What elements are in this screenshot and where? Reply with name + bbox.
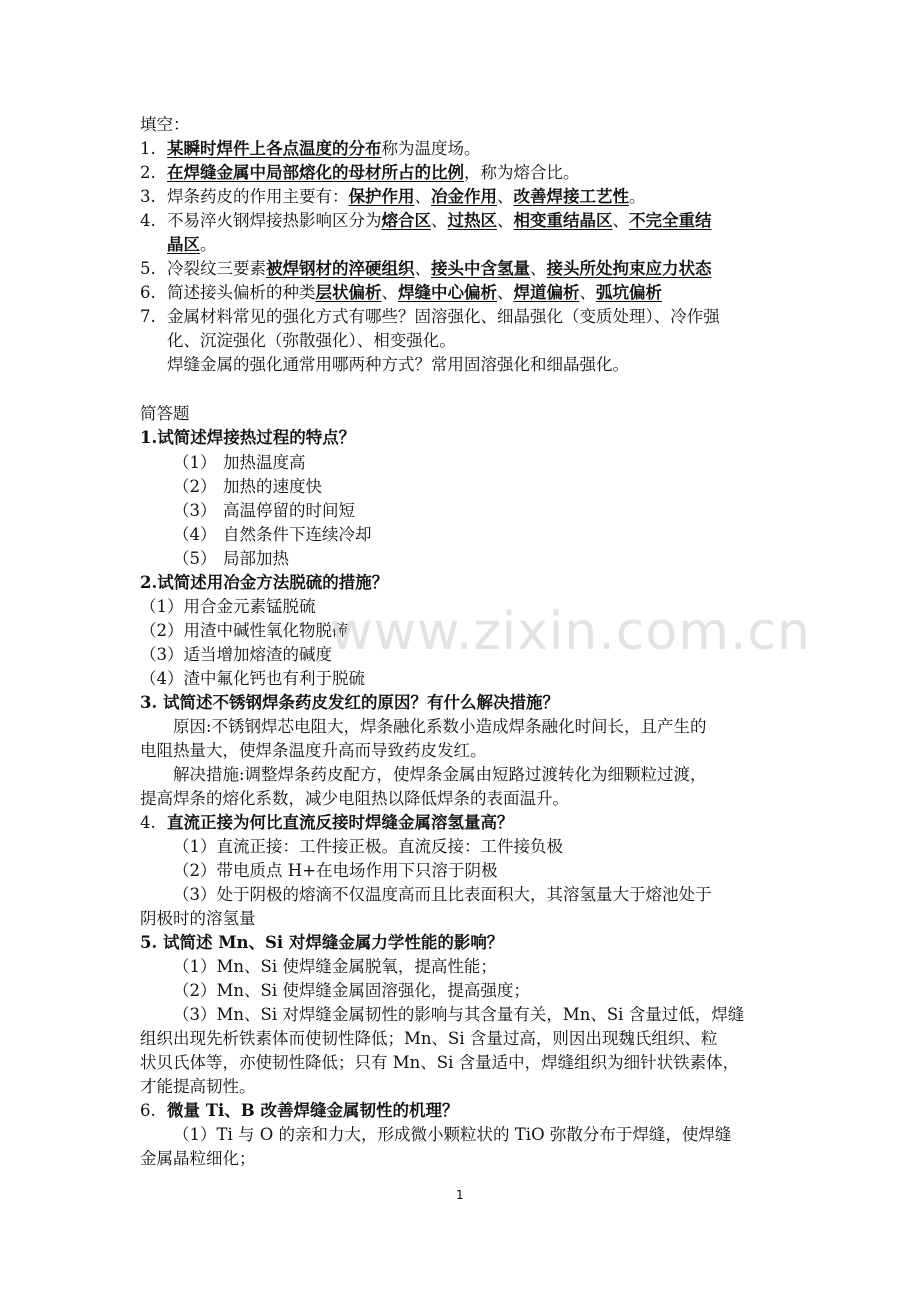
question-text: 、: [579, 283, 596, 302]
q6-line: （1）Ti 与 O 的亲和力大，形成微小颗粒状的 TiO 弥散分布于焊缝，使焊缝: [173, 1125, 732, 1144]
question-text: 、: [381, 283, 398, 302]
question-text: 简述接头偏析的种类: [167, 283, 316, 302]
answer-blank: 冶金作用: [431, 187, 497, 206]
fill-item-number: 6.: [140, 283, 156, 302]
q3-line: 电阻热量大，使焊条温度升高而导致药皮发红。: [140, 741, 487, 760]
fill-item-text: [167, 161, 580, 185]
question-text: 、: [414, 259, 431, 278]
fill-item-text: [167, 209, 712, 233]
answer-blank: 改善焊接工艺性: [513, 187, 629, 206]
q1-title: 1.试简述焊接热过程的特点？: [140, 428, 356, 447]
question-text: 冷裂纹三要素: [167, 259, 266, 278]
answer-blank: 焊道偏析: [513, 283, 580, 302]
fill-item-number: 7.: [140, 307, 156, 326]
answer-blank: 被焊钢材的淬硬组织: [266, 259, 415, 278]
q5-line: 组织出现先析铁素体而使韧性降低；Mn、Si 含量过高，则因出现魏氏组织、粒: [140, 1029, 718, 1048]
q3-line: 原因:不锈钢焊芯电阻大，焊条融化系数小造成焊条融化时间长，且产生的: [173, 717, 707, 736]
q2-title: 2.试简述用冶金方法脱硫的措施？: [140, 573, 389, 592]
question-text: 。: [629, 187, 646, 206]
q5-line: （3）Mn、Si 对焊缝金属韧性的影响与其含量有关，Mn、Si 含量过低，焊缝: [173, 1005, 745, 1024]
question-text: 化、沉淀强化（弥散强化）、相变强化。: [167, 331, 456, 350]
q4-line: （2）带电质点 H+在电场作用下只溶于阴极: [173, 861, 498, 880]
fill-item-text: [167, 233, 217, 257]
question-text: 、: [497, 211, 514, 230]
q2-item: （3）适当增加熔渣的碱度: [140, 645, 332, 664]
question-text: 焊缝金属的强化通常用哪两种方式？常用固溶强化和细晶强化。: [167, 355, 629, 374]
question-text: 、: [431, 211, 448, 230]
fill-item-text: [167, 137, 481, 161]
q2-item: （4）渣中氟化钙也有利于脱硫: [140, 669, 365, 688]
fill-item-text: [167, 281, 662, 305]
q3-line: 提高焊条的熔化系数，减少电阻热以降低焊条的表面温升。: [140, 789, 569, 808]
answer-blank: 弧坑偏析: [596, 283, 662, 302]
q5-line: 状贝氏体等，亦使韧性降低；只有 Mn、Si 含量适中，焊缝组织为细针状铁素体，: [140, 1053, 740, 1072]
fill-item-text: [167, 185, 646, 209]
q4-line: （1）直流正接：工件接正极。直流反接：工件接负极: [173, 837, 563, 856]
fill-item-text: [167, 329, 456, 353]
q5-line: （1）Mn、Si 使焊缝金属脱氧，提高性能；: [173, 957, 497, 976]
q2-item: （2）用渣中碱性氧化物脱硫: [140, 621, 349, 640]
question-text: 不易淬火钢焊接热影响区分为: [167, 211, 382, 230]
question-text: 、: [612, 211, 629, 230]
fill-item-number: 2.: [140, 163, 156, 182]
answer-blank: 过热区: [447, 211, 497, 230]
answer-blank: 保护作用: [348, 187, 415, 206]
q5-title: 5. 试简述 Mn、Si 对焊缝金属力学性能的影响？: [140, 933, 504, 952]
q3-line: 解决措施:调整焊条药皮配方，使焊条金属由短路过渡转化为细颗粒过渡，: [173, 765, 707, 784]
fill-item-text: [167, 353, 629, 377]
question-text: 、: [530, 259, 547, 278]
answer-blank: 层状偏析: [315, 283, 382, 302]
question-text: 称为温度场。: [381, 139, 481, 158]
fill-item-number: 5.: [140, 259, 156, 278]
document-page: 填空： 1. 某瞬时焊件上各点温度的分布称为温度场。 2. 在焊缝金属中局部熔化的母材所占的比例，称为熔合比。 3. 焊条药皮的作用主要有：保护作用、冶金作用、改善焊接工艺性。 4. 不易淬火钢焊接热影响区分为熔合区、过热区、相变重结晶区、不完全重结 晶区。 5. 冷裂纹三要素被焊钢材的淬硬组织、接头中含氢量、接头所处拘束应力状态 6. 简述接头偏析的种类层状偏析、焊缝中心偏析、焊道偏析、弧坑偏析 7. 金属材料常见的强化方式有哪些？固溶强化、细晶强化（变质处理）、冷作强 化、沉淀强化（弥散强化）、相变强化。 焊缝金属的强化通常用哪两种方式？常用固溶强化和细晶强化。 简答题 1.试简述焊接热过程的特点？ （1） 加热温度高 （2） 加热的速度快 （3） 高温停留的时间短 （4） 自然条件下连续冷却 （5） 局部加热 2.试简述用冶金方法脱硫的措施？ （1）用合金元素锰脱硫 （2）用渣中碱性氧化物脱硫 （3）适当增加熔渣的碱度 （4）渣中氟化钙也有利于脱硫 3. 试简述不锈钢焊条药皮发红的原因？有什么解决措施？ 原因:不锈钢焊芯电阻大，焊条融化系数小造成焊条融化时间长，且产生的 电阻热量大，使焊条温度升高而导致药皮发红。 解决措施:调整焊条药皮配方，使焊条金属由短路过渡转化为细颗粒过渡， 提高焊条的熔化系数，减少电阻热以降低焊条的表面温升。 4. 直流正接为何比直流反接时焊缝金属溶氢量高？ （1）直流正接：工件接正极。直流反接：工件接负极 （2）带电质点 H+在电场作用下只溶于阴极 （3）处于阴极的熔滴不仅温度高而且比表面积大，其溶氢量大于熔池处于 阴极时的溶氢量 5. 试简述 Mn、Si 对焊缝金属力学性能的影响？ （1）Mn、Si 使焊缝金属脱氧，提高性能； （2）Mn、Si 使焊缝金属固溶强化，提高强度； （3）Mn、Si 对焊缝金属韧性的影响与其含量有关，Mn、Si 含量过低，焊缝 组织出现先析铁素体而使韧性降低；Mn、Si 含量过高，则因出现魏氏组织、粒 状贝氏体等，亦使韧性降低；只有 Mn、Si 含量适中，焊缝组织为细针状铁素体， 才能提高韧性。 6. 微量 Ti、B 改善焊缝金属韧性的机理？ （1）Ti 与 O 的亲和力大，形成微小颗粒状的 TiO 弥散分布于焊缝，使焊缝 金属晶粒细化； www.zixin.com.cn 1: [140, 115, 811, 1202]
question-text: 金属材料常见的强化方式有哪些？固溶强化、细晶强化（变质处理）、冷作强: [167, 307, 720, 326]
answer-blank: 熔合区: [381, 211, 431, 230]
page-number: 1: [456, 1188, 464, 1202]
watermark: www.zixin.com.cn: [330, 602, 811, 662]
answer-blank: 某瞬时焊件上各点温度的分布: [167, 139, 382, 158]
answer-blank: 接头所处拘束应力状态: [546, 259, 712, 278]
q6-line: 金属晶粒细化；: [140, 1149, 256, 1168]
answer-blank: 不完全重结: [629, 211, 712, 230]
qa-heading: 简答题: [140, 404, 190, 423]
q5-line: 才能提高韧性。: [140, 1077, 256, 1096]
fill-item-number: 3.: [140, 187, 156, 206]
question-text: 、: [497, 187, 514, 206]
fill-item-number: 4.: [140, 211, 156, 230]
answer-blank: 焊缝中心偏析: [398, 283, 497, 302]
answer-blank: 接头中含氢量: [431, 259, 530, 278]
q4-line: 阴极时的溶氢量: [140, 909, 256, 928]
q3-title: 3. 试简述不锈钢焊条药皮发红的原因？有什么解决措施？: [140, 693, 559, 712]
fill-item-number: 1.: [140, 139, 156, 158]
question-text: 。: [200, 235, 217, 254]
answer-blank: 在焊缝金属中局部熔化的母材所占的比例: [167, 163, 464, 182]
answer-blank: 相变重结晶区: [513, 211, 613, 230]
question-text: 、: [414, 187, 431, 206]
question-text: ，称为熔合比。: [464, 163, 580, 182]
answer-blank: 晶区: [167, 235, 200, 254]
q2-item: （1）用合金元素锰脱硫: [140, 597, 316, 616]
q4-line: （3）处于阴极的熔滴不仅温度高而且比表面积大，其溶氢量大于熔池处于: [173, 885, 712, 904]
fill-heading: 填空：: [140, 115, 190, 134]
fill-item-text: [167, 305, 720, 329]
question-text: 、: [497, 283, 514, 302]
question-text: 焊条药皮的作用主要有：: [167, 187, 349, 206]
fill-item-text: [167, 257, 712, 281]
q5-line: （2）Mn、Si 使焊缝金属固溶强化，提高强度；: [173, 981, 530, 1000]
